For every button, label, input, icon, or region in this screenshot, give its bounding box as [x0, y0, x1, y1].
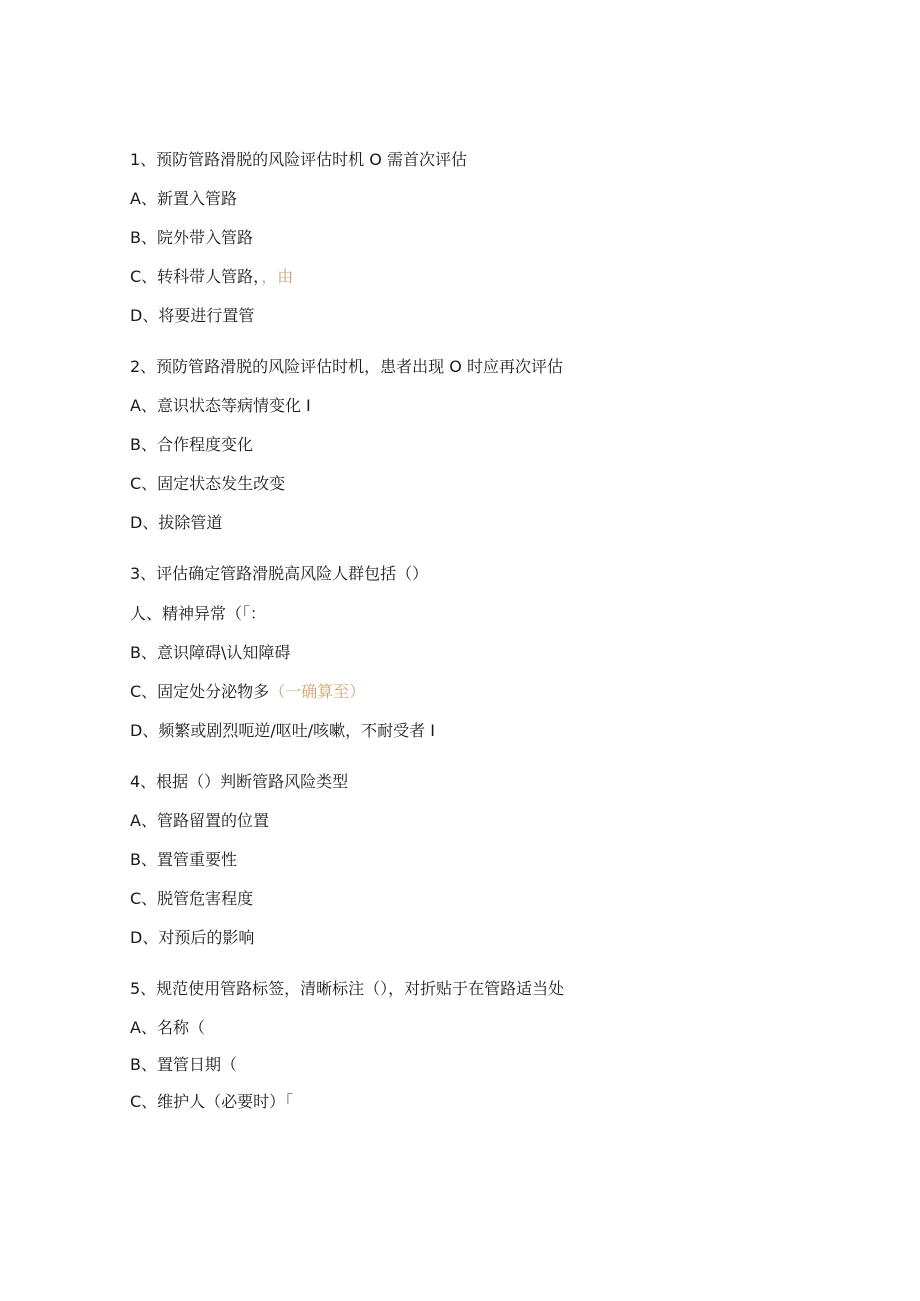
question-1-option-c [130, 266, 293, 288]
question-1-option-c-note: ，由 [261, 267, 294, 286]
question-4-option-b: B、置管重要性 [130, 850, 237, 869]
question-3-option-c-note: （一确算至） [269, 682, 366, 701]
question-1-option-c-text: C、转科带人管路， [130, 267, 262, 286]
question-3-stem: 3、评估确定管路滑脱高风险人群包括（） [130, 564, 429, 583]
question-3-option-a: 人、精神异常（「： [130, 604, 267, 623]
question-4-stem: 4、根据（）判断管路风险类型 [130, 772, 349, 791]
question-5-option-b: B、置管日期（ [130, 1055, 237, 1074]
question-1-option-a: A、新置入管路 [130, 189, 237, 208]
question-5-option-c: C、维护人（必要时）「 [130, 1092, 294, 1111]
question-2-option-a: A、意识状态等病情变化 I [130, 396, 311, 415]
question-3-option-d: D、频繁或剧烈呃逆/呕吐/咳嗽，不耐受者 I [130, 721, 435, 740]
question-5-option-a: A、名称（ [130, 1018, 205, 1037]
question-3-option-c [130, 681, 365, 703]
question-2-option-b: B、合作程度变化 [130, 435, 253, 454]
question-4-option-c: C、脱管危害程度 [130, 889, 254, 908]
question-2-option-d: D、拔除管道 [130, 513, 223, 532]
question-2-stem: 2、预防管路滑脱的风险评估时机，患者出现 O 时应再次评估 [130, 357, 563, 376]
question-2-option-c: C、固定状态发生改变 [130, 474, 286, 493]
question-1-option-d: D、将要进行置管 [130, 306, 255, 325]
question-1-option-b: B、院外带入管路 [130, 228, 253, 247]
question-4-option-a: A、管路留置的位置 [130, 811, 269, 830]
question-5-stem: 5、规范使用管路标签，清晰标注（），对折贴于在管路适当处 [130, 979, 565, 998]
question-4-option-d: D、对预后的影响 [130, 928, 255, 947]
question-3-option-b: B、意识障碍\认知障碍 [130, 643, 291, 662]
question-3-option-c-text: C、固定处分泌物多 [130, 682, 270, 701]
question-1-stem: 1、预防管路滑脱的风险评估时机 O 需首次评估 [130, 150, 467, 169]
